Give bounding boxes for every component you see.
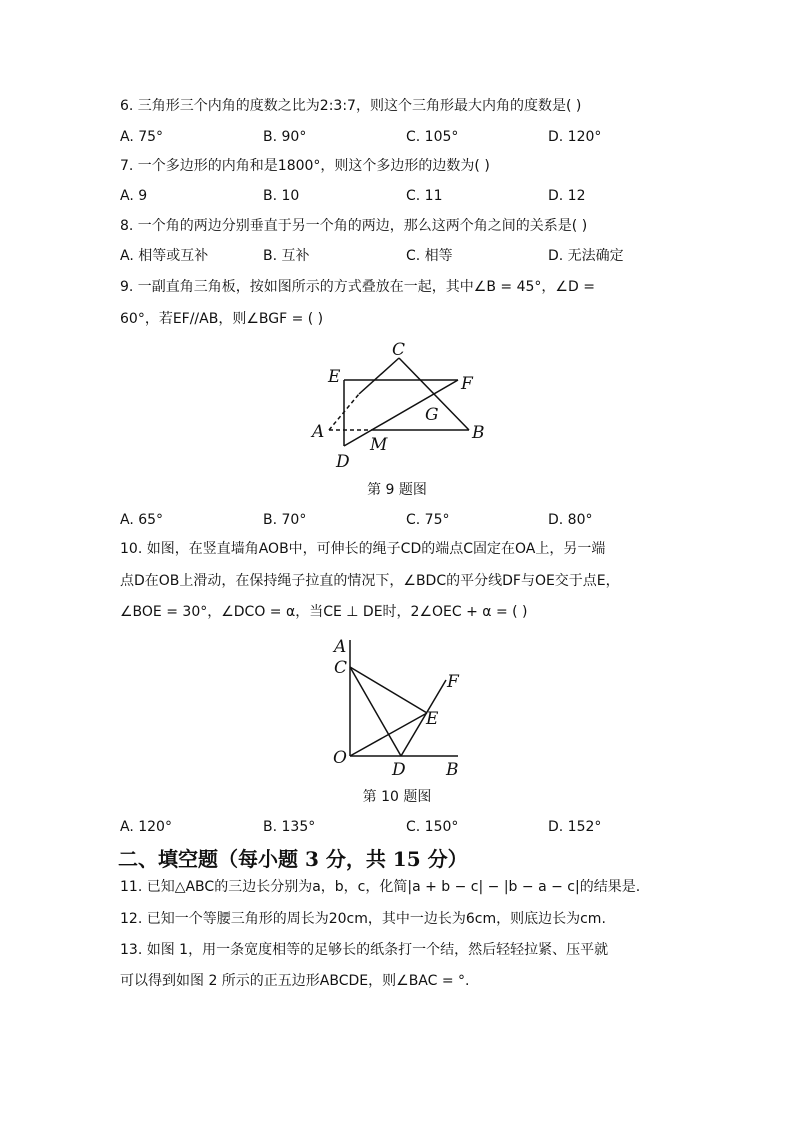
q7-option-a: A. 9 (120, 188, 148, 204)
q6-options (120, 127, 680, 147)
q9-label-d: D (336, 452, 350, 472)
q13-stem-line1: 13. 如图 1，用一条宽度相等的足够长的纸条打一个结，然后轻轻拉紧、压平就 (120, 942, 609, 958)
q8-option-a: A. 相等或互补 (120, 248, 209, 264)
q6-option-c: C. 105° (406, 129, 459, 145)
q10-figure (325, 630, 475, 780)
q10-label-o: O (333, 748, 347, 768)
q9-label-a: A (312, 422, 325, 442)
q9-label-f: F (461, 374, 473, 394)
q9-segment-ac (359, 358, 399, 394)
q10-options (120, 817, 680, 837)
q9-stem-line1: 9. 一副直角三角板，按如图所示的方式叠放在一起，其中∠B = 45°，∠D = (120, 279, 595, 295)
q6-stem: 6. 三角形三个内角的度数之比为2:3:7，则这个三角形最大内角的度数是( ) (120, 98, 582, 114)
q9-label-g: G (425, 405, 439, 425)
q9-options (120, 510, 680, 530)
q12-stem: 12. 已知一个等腰三角形的周长为20cm，其中一边长为6cm，则底边长为cm. (120, 911, 606, 927)
q10-rope-cd (350, 667, 401, 756)
q10-option-b: B. 135° (263, 819, 316, 835)
q9-figure (300, 335, 500, 470)
section-fill-in-title: 二、填空题（每小题 3 分，共 15 分） (118, 847, 468, 871)
q10-label-d: D (392, 760, 406, 780)
q10-option-d: D. 152° (548, 819, 602, 835)
q9-label-e: E (328, 367, 341, 387)
q10-label-e: E (426, 709, 439, 729)
q10-label-f: F (447, 672, 459, 692)
q10-stem-line2: 点D在OB上滑动，在保持绳子拉直的情况下，∠BDC的平分线DF与OE交于点E， (120, 573, 620, 589)
q7-option-d: D. 12 (548, 188, 586, 204)
q10-label-b: B (446, 760, 459, 780)
q8-options (120, 246, 680, 266)
q6-option-d: D. 120° (548, 129, 602, 145)
q9-option-d: D. 80° (548, 512, 593, 528)
q10-option-c: C. 150° (406, 819, 459, 835)
q9-option-a: A. 65° (120, 512, 164, 528)
q13-stem-line2: 可以得到如图 2 所示的正五边形ABCDE，则∠BAC = °. (120, 973, 470, 989)
q10-figure-caption: 第 10 题图 (362, 789, 432, 805)
q10-stem-line1: 10. 如图，在竖直墙角AOB中，可伸长的绳子CD的端点C固定在OA上，另一端 (120, 541, 606, 557)
q7-option-c: C. 11 (406, 188, 443, 204)
q9-label-m: M (370, 435, 388, 455)
q9-figure-caption: 第 9 题图 (367, 482, 427, 498)
q10-segment-oe (350, 713, 427, 756)
q10-label-c: C (334, 658, 348, 678)
q7-stem: 7. 一个多边形的内角和是1800°，则这个多边形的边数为( ) (120, 158, 490, 174)
q11-stem: 11. 已知△ABC的三边长分别为a，b，c，化简|a + b − c| − |b − a − c|的结果是. (120, 879, 641, 895)
q8-option-d: D. 无法确定 (548, 248, 624, 264)
q8-stem: 8. 一个角的两边分别垂直于另一个角的两边，那么这两个角之间的关系是( ) (120, 218, 588, 234)
q10-bisector-df (401, 680, 446, 756)
q6-option-b: B. 90° (263, 129, 307, 145)
q6-option-a: A. 75° (120, 129, 164, 145)
q9-option-c: C. 75° (406, 512, 450, 528)
q10-segment-ce (350, 667, 427, 713)
q10-label-a: A (334, 637, 347, 657)
q7-option-b: B. 10 (263, 188, 300, 204)
q7-options (120, 186, 680, 206)
q10-stem-line3: ∠BOE = 30°，∠DCO = α，当CE ⊥ DE时，2∠OEC + α = ( ) (120, 604, 528, 620)
q8-option-c: C. 相等 (406, 248, 453, 264)
q9-label-b: B (472, 423, 485, 443)
q10-option-a: A. 120° (120, 819, 172, 835)
q9-segment-df (344, 380, 458, 446)
q9-stem-line2: 60°，若EF//AB，则∠BGF = ( ) (120, 311, 324, 327)
q9-label-c: C (392, 340, 406, 360)
q8-option-b: B. 互补 (263, 248, 310, 264)
q9-option-b: B. 70° (263, 512, 307, 528)
